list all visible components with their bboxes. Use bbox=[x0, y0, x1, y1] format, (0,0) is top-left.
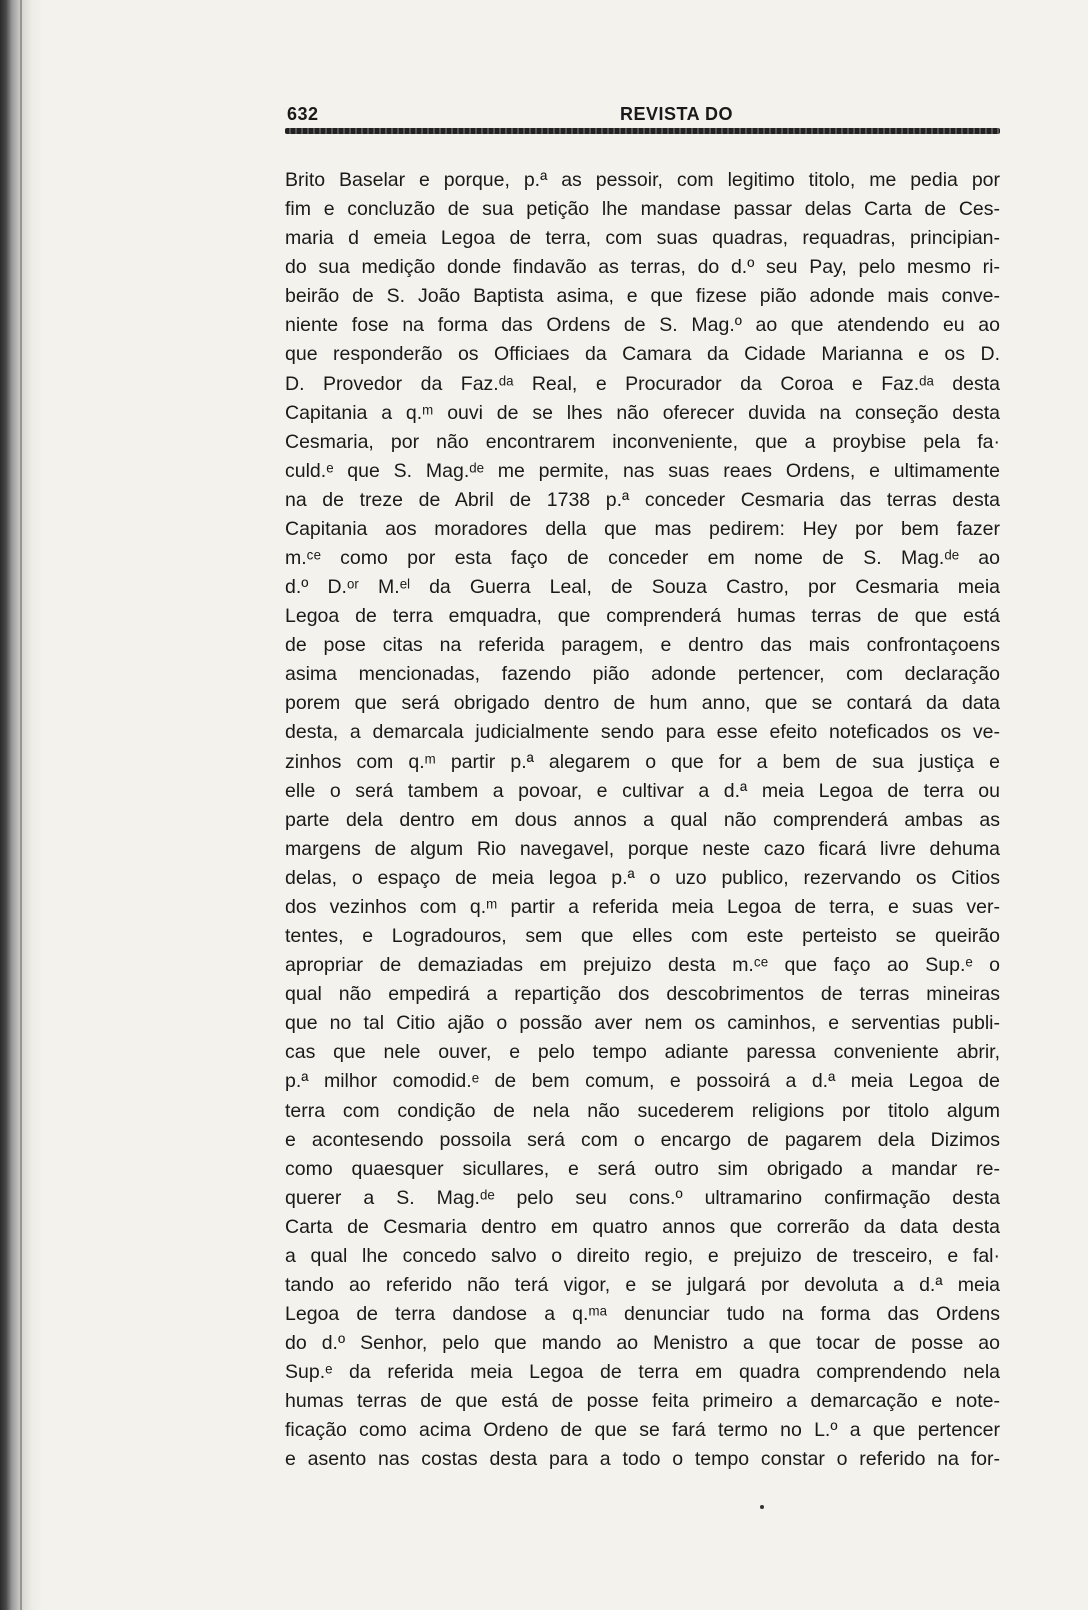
text-line: maria d emeia Legoa de terra, com suas quadras, requadras, principian- bbox=[285, 227, 1000, 250]
text-line: Capitania a q.ᵐ ouvi de se lhes não oferecer duvida na conseção desta bbox=[285, 401, 1000, 424]
text-line: m.ᶜᵉ como por esta faço de conceder em nome de S. Mag.ᵈᵉ ao bbox=[285, 547, 1000, 570]
text-line: e asento nas costas desta para a todo o tempo constar o referido na for- bbox=[285, 1448, 1000, 1471]
text-line: D. Provedor da Faz.ᵈᵃ Real, e Procurador da Coroa e Faz.ᵈᵃ desta bbox=[285, 372, 1000, 395]
page-speck bbox=[760, 1505, 764, 1509]
text-line: ficação como acima Ordeno de que se fará termo no L.º a que pertencer bbox=[285, 1419, 1000, 1442]
running-header bbox=[285, 100, 1020, 130]
header-ornamental-rule bbox=[285, 128, 1000, 134]
running-title: REVISTA DO bbox=[620, 104, 734, 124]
book-spine-shadow bbox=[0, 0, 44, 1610]
text-line: apropriar de demaziadas em prejuizo desta m.ᶜᵉ que faço ao Sup.ᵉ o bbox=[285, 954, 1000, 977]
text-line: dos vezinhos com q.ᵐ partir a referida meia Legoa de terra, e suas ver- bbox=[285, 895, 1000, 918]
text-line: elle o será tambem a povoar, e cultivar a d.ª meia Legoa de terra ou bbox=[285, 779, 1000, 802]
text-line: Sup.ᵉ da referida meia Legoa de terra em quadra comprendendo nela bbox=[285, 1361, 1000, 1384]
text-line: Legoa de terra emquadra, que comprenderá humas terras de que está bbox=[285, 605, 1000, 628]
text-line: e acontesendo possoila será com o encargo de pagarem dela Dizimos bbox=[285, 1128, 1000, 1151]
text-line: como quaesquer sicullares, e será outro sim obrigado a mandar re- bbox=[285, 1157, 1000, 1180]
text-line: que responderão os Officiaes da Camara da Cidade Marianna e os D. bbox=[285, 343, 1000, 366]
text-line: qual não empedirá a repartição dos descobrimentos de terras mineiras bbox=[285, 983, 1000, 1006]
text-line: parte dela dentro em dous annos a qual não comprenderá ambas as bbox=[285, 808, 1000, 831]
text-line: delas, o espaço de meia legoa p.ª o uzo publico, rezervando os Citios bbox=[285, 866, 1000, 889]
text-line: Legoa de terra dandose a q.ᵐᵃ denunciar tudo na forma das Ordens bbox=[285, 1303, 1000, 1326]
text-line: beirão de S. João Baptista asima, e que fizese pião adonde mais conve- bbox=[285, 285, 1000, 308]
text-line: terra com condição de nela não sucederem religions por titolo algum bbox=[285, 1099, 1000, 1122]
text-line: tando ao referido não terá vigor, e se julgará por devoluta a d.ª meia bbox=[285, 1273, 1000, 1296]
text-line: fim e concluzão de sua petição lhe mandase passar delas Carta de Ces- bbox=[285, 198, 1000, 221]
text-line: d.º D.ᵒʳ M.ᵉˡ da Guerra Leal, de Souza Castro, por Cesmaria meia bbox=[285, 576, 1000, 599]
text-line: de pose citas na referida paragem, e dentro das mais confrontaçoens bbox=[285, 634, 1000, 657]
text-line: margens de algum Rio navegavel, porque neste cazo ficará livre dehuma bbox=[285, 837, 1000, 860]
text-line: niente fose na forma das Ordens de S. Mag.º ao que atendendo eu ao bbox=[285, 314, 1000, 337]
text-line: desta, a demarcala judicialmente sendo para esse efeito noteficados os ve- bbox=[285, 721, 1000, 744]
text-line: Carta de Cesmaria dentro em quatro annos que correrão da data desta bbox=[285, 1215, 1000, 1238]
text-line: na de treze de Abril de 1738 p.ª conceder Cesmaria das terras desta bbox=[285, 488, 1000, 511]
text-line: do d.º Senhor, pelo que mando ao Menistro a que tocar de posse ao bbox=[285, 1332, 1000, 1355]
text-line: do sua medição donde findavão as terras, do d.º seu Pay, pelo mesmo ri- bbox=[285, 256, 1000, 279]
text-line: zinhos com q.ᵐ partir p.ª alegarem o que for a bem de sua justiça e bbox=[285, 750, 1000, 773]
text-line: que no tal Citio ajão o possão aver nem os caminhos, e serventias publi- bbox=[285, 1012, 1000, 1035]
text-line: a qual lhe concedo salvo o direito regio, e prejuizo de tresceiro, e fal· bbox=[285, 1244, 1000, 1267]
text-line: cas que nele ouver, e pelo tempo adiante paressa conveniente abrir, bbox=[285, 1041, 1000, 1064]
text-line: Cesmaria, por não encontrarem inconveniente, que a proybise pela fa· bbox=[285, 430, 1000, 453]
text-line: humas terras de que está de posse feita primeiro a demarcação e note- bbox=[285, 1390, 1000, 1413]
text-line: p.ª milhor comodid.ᵉ de bem comum, e possoirá a d.ª meia Legoa de bbox=[285, 1070, 1000, 1093]
text-line: querer a S. Mag.ᵈᵉ pelo seu cons.º ultramarino confirmação desta bbox=[285, 1186, 1000, 1209]
text-line: tentes, e Logradouros, sem que elles com este perteisto se queirão bbox=[285, 925, 1000, 948]
body-text bbox=[285, 166, 1000, 1475]
text-line: Capitania aos moradores della que mas pedirem: Hey por bem fazer bbox=[285, 517, 1000, 540]
text-line: porem que será obrigado dentro de hum anno, que se contará da data bbox=[285, 692, 1000, 715]
text-line: asima mencionadas, fazendo pião adonde pertencer, com declaração bbox=[285, 663, 1000, 686]
page-number: 632 bbox=[287, 104, 319, 124]
page bbox=[285, 100, 1020, 1471]
text-line: culd.ᵉ que S. Mag.ᵈᵉ me permite, nas suas reaes Ordens, e ultimamente bbox=[285, 459, 1000, 482]
text-line: Brito Baselar e porque, p.ª as pessoir, com legitimo titolo, me pedia por bbox=[285, 169, 1000, 191]
